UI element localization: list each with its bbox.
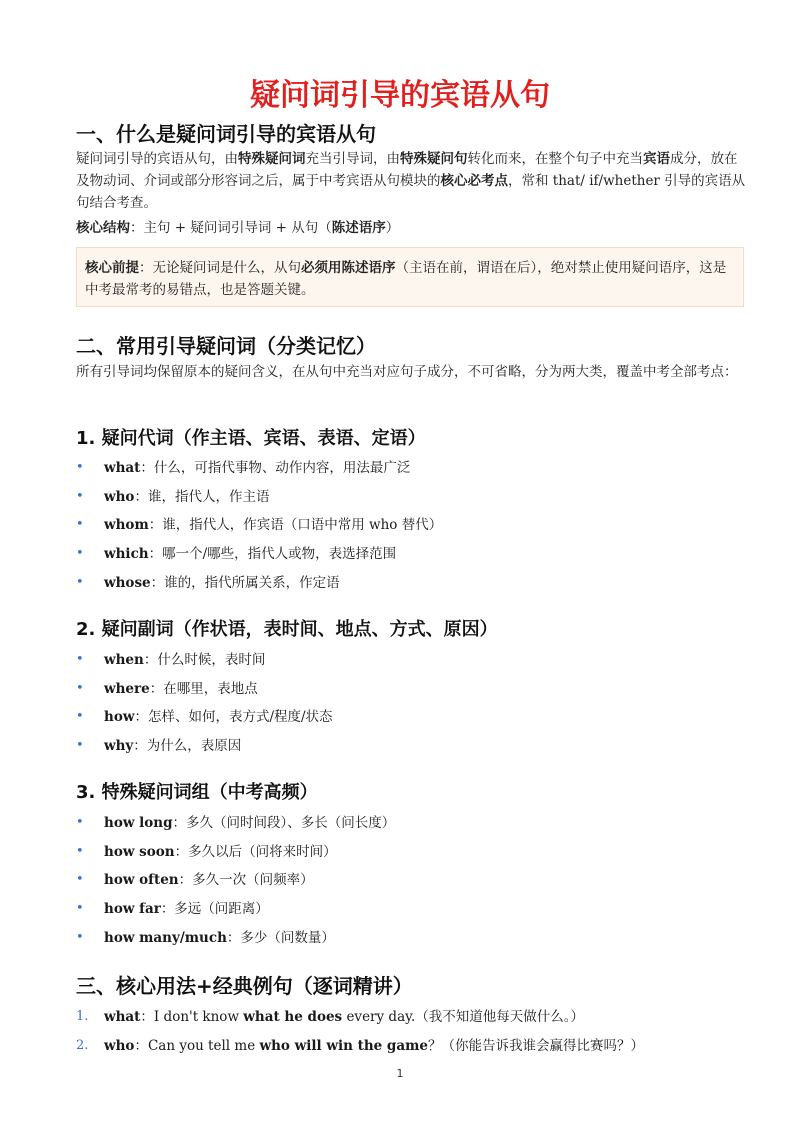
list-item: • how long：多久（问时间段）、多长（问长度）	[76, 815, 396, 831]
document-title: 疑问词引导的宾语从句	[250, 78, 550, 113]
section-2-intro: 所有引导词均保留原本的疑问含义，在从句中充当对应句子成分，不可省略，分为两大类，覆盖中考全部考点：	[76, 364, 738, 380]
page-number: 1	[396, 1067, 404, 1080]
bullet-icon: •	[76, 680, 84, 696]
list-item: • whom：谁，指代人，作宾语（口语中常用 who 替代）	[76, 517, 443, 534]
group-1-heading: 1. 疑问代词（作主语、宾语、表语、定语）	[76, 428, 426, 449]
bullet-icon: •	[76, 460, 84, 475]
list-item: • how：怎样、如何，表方式/程度/状态	[76, 709, 333, 726]
list-item: • how soon：多久以后（问将来时间）	[76, 843, 337, 860]
list-item: • what：什么，可指代事物、动作内容，用法最广泛	[76, 460, 411, 476]
bullet-icon: •	[76, 901, 84, 917]
list-item: • why：为什么，表原因	[76, 738, 242, 755]
list-item: • who：谁，指代人，作主语	[76, 488, 270, 505]
section-2-heading: 二、常用引导疑问词（分类记忆）	[76, 334, 376, 358]
group-1-list	[76, 458, 756, 601]
bullet-icon: •	[76, 488, 84, 504]
bullet-icon: •	[76, 815, 84, 830]
bullet-icon: •	[76, 872, 84, 888]
group-3-list	[76, 813, 756, 956]
bullet-icon: •	[76, 843, 84, 859]
bullet-icon: •	[76, 546, 84, 562]
examples-list	[76, 1007, 756, 1064]
list-item: • how far：多远（问距离）	[76, 901, 269, 918]
bullet-icon: •	[76, 574, 84, 590]
section-3-heading: 三、核心用法+经典例句（逐词精讲）	[76, 974, 413, 998]
list-item: • how often：多久一次（问频率）	[76, 872, 314, 889]
bullet-icon: •	[76, 929, 84, 945]
bullet-icon: •	[76, 738, 84, 754]
bullet-icon: •	[76, 709, 84, 725]
section-1-intro: 疑问词引导的宾语从句，由特殊疑问词充当引导词，由特殊疑问句转化而来，在整个句子中充当宾语成分，放在及物动词、介词或部分形容词之后，属于中考宾语从句模块的核心必考点，常和 that/ if/whether 引导的宾语从句结合考查。	[76, 151, 746, 211]
section-1-heading: 一、什么是疑问词引导的宾语从句	[76, 122, 376, 146]
group-3-heading: 3. 特殊疑问词组（中考高频）	[76, 782, 318, 803]
group-2-heading: 2. 疑问副词（作状语，表时间、地点、方式、原因）	[76, 619, 498, 640]
core-structure-line: 核心结构：主句 + 疑问词引导词 + 从句（陈述语序）	[76, 220, 400, 236]
bullet-icon: •	[76, 517, 84, 533]
core-premise-callout: 核心前提：无论疑问词是什么，从句必须用陈述语序（主语在前，谓语在后），绝对禁止使用疑问语序，这是中考最常考的易错点，也是答题关键。	[76, 247, 744, 307]
list-item: • when：什么时候，表时间	[76, 652, 266, 668]
group-2-list	[76, 650, 756, 765]
list-item: • how many/much：多少（问数量）	[76, 929, 335, 946]
list-item: • which：哪一个/哪些，指代人或物，表选择范围	[76, 546, 397, 563]
list-item: • where：在哪里，表地点	[76, 680, 258, 697]
bullet-icon: •	[76, 652, 84, 667]
example-item: 1. what：I don't know what he does every day.（我不知道他每天做什么。）	[76, 1009, 584, 1025]
example-item: 2. who：Can you tell me who will win the game？（你能告诉我谁会赢得比赛吗？）	[76, 1037, 644, 1054]
list-item: • whose：谁的，指代所属关系，作定语	[76, 574, 340, 591]
